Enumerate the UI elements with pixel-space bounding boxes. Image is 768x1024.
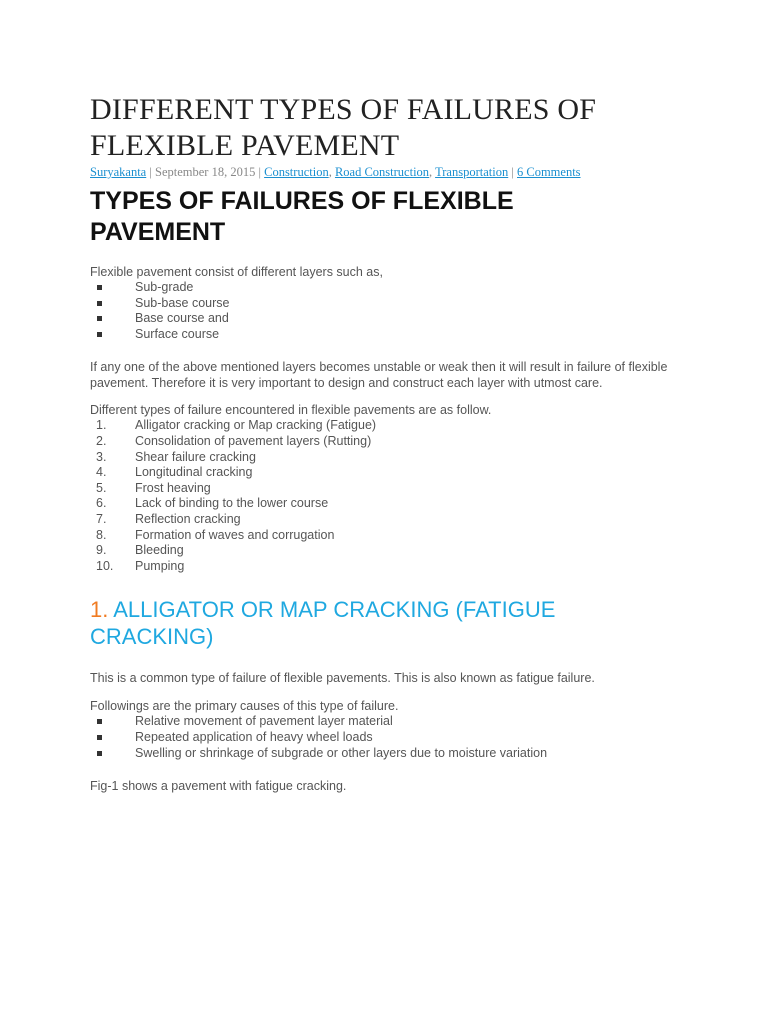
meta-separator: | [508,165,517,179]
list-item-label: Base course and [135,311,229,326]
layers-list [90,280,710,342]
intro-paragraph: Flexible pavement consist of different layers such as, [90,265,383,279]
causes-list [90,714,710,761]
square-bullet-icon [97,751,102,756]
square-bullet-icon [97,301,102,306]
page-title [90,92,710,164]
list-item [90,280,710,296]
list-number: 5. [96,480,107,495]
meta-comma: , [429,165,436,179]
list-item [90,296,710,312]
list-item-label: Pumping [135,558,185,573]
list-item [90,746,710,762]
comments-link[interactable]: 6 Comments [517,165,581,179]
square-bullet-icon [97,316,102,321]
layers-note-paragraph: If any one of the above mentioned layers becomes unstable or weak then it will result in failure of flexible pavement. Therefore it is very important to design and construct each layer with utmost care. [90,360,668,391]
list-item [90,434,710,450]
list-item [90,418,710,434]
square-bullet-icon [97,332,102,337]
list-item-label: Relative movement of pavement layer material [135,714,393,729]
list-item-label: Alligator cracking or Map cracking (Fatigue) [135,418,377,433]
list-item-label: Consolidation of pavement layers (Rutting) [135,433,372,448]
article [90,92,710,794]
failure-types-list [90,418,710,574]
section-heading [90,186,710,248]
subsection-heading-line-2: CRACKING) [90,624,214,650]
square-bullet-icon [97,285,102,290]
list-number: 9. [96,543,107,558]
list-item [90,714,710,730]
list-item-label: Surface course [135,326,220,341]
list-item [90,450,710,466]
category-link-transportation[interactable]: Transportation [435,165,509,179]
list-item-label: Swelling or shrinkage of subgrade or other layers due to moisture variation [135,745,548,760]
list-number: 2. [96,433,107,448]
list-item-label: Sub-grade [135,280,194,294]
list-item-label: Reflection cracking [135,511,241,526]
post-meta [90,164,710,180]
list-number: 7. [96,511,107,526]
section-heading-line-1: TYPES OF FAILURES OF FLEXIBLE [90,187,514,215]
square-bullet-icon [97,719,102,724]
list-item-label: Longitudinal cracking [135,465,253,480]
types-intro-paragraph: Different types of failure encountered in flexible pavements are as follow. [90,403,492,418]
list-number: 1. [96,418,107,433]
subsection-heading-line-1: ALLIGATOR OR MAP CRACKING (FATIGUE [108,597,556,623]
author-link[interactable]: Suryakanta [90,165,147,179]
list-item [90,327,710,343]
list-item-label: Shear failure cracking [135,449,256,464]
common-failure-paragraph: This is a common type of failure of flexible pavements. This is also known as fatigue failure. [90,671,595,686]
figure-caption: Fig-1 shows a pavement with fatigue cracking. [90,779,347,794]
meta-separator: | [255,165,265,179]
list-item [90,730,710,746]
list-item-label: Frost heaving [135,480,211,495]
list-item-label: Bleeding [135,543,184,558]
list-item [90,512,710,528]
category-link-road-construction[interactable]: Road Construction [334,165,430,179]
list-number: 4. [96,465,107,480]
subsection-number: 1. [90,597,109,623]
list-item-label: Lack of binding to the lower course [135,496,329,511]
causes-intro-paragraph: Followings are the primary causes of this type of failure. [90,699,399,714]
section-heading-line-2: PAVEMENT [90,218,226,246]
post-date: September 18, 2015 [155,165,256,179]
page-title-line-2: FLEXIBLE PAVEMENT [90,129,400,162]
list-item [90,543,710,559]
list-number: 10. [96,558,114,573]
list-item-label: Sub-base course [135,295,230,310]
list-item [90,311,710,327]
square-bullet-icon [97,735,102,740]
list-item-label: Repeated application of heavy wheel loads [135,729,373,744]
list-item [90,496,710,512]
meta-separator: | [146,165,155,179]
meta-comma: , [328,165,335,179]
list-item [90,465,710,481]
list-item [90,559,710,575]
list-item-label: Formation of waves and corrugation [135,527,335,542]
list-number: 6. [96,496,107,511]
page-title-line-1: DIFFERENT TYPES OF FAILURES OF [90,93,597,126]
category-link-construction[interactable]: Construction [264,165,329,179]
list-number: 8. [96,527,107,542]
list-number: 3. [96,449,107,464]
list-item [90,528,710,544]
subsection-heading [90,596,710,650]
list-item [90,481,710,497]
